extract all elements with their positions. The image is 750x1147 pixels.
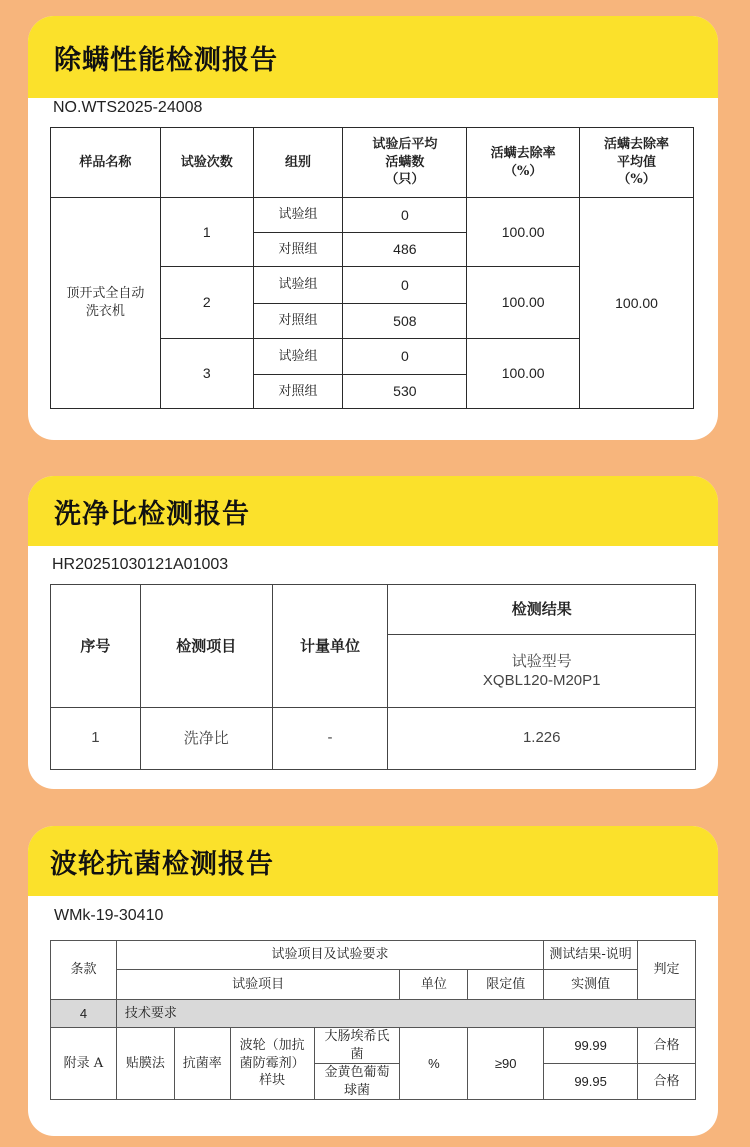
antibac-report-header [28,826,718,896]
header-measured: 实测值 [544,970,638,1000]
header-test-result: 检测结果 [388,585,696,635]
wash-report-card [28,476,718,789]
header-clause: 条款 [51,941,117,1000]
trial-number: 2 [160,267,253,339]
trial-number: 1 [160,198,253,267]
header-test-item: 检测项目 [140,585,272,708]
bacteria-ecoli: 大肠埃希氏 菌 [314,1028,400,1064]
antibac-subheader-row [51,970,696,1000]
removal-rate: 100.00 [467,267,580,339]
rate-cell: 抗菌率 [174,1028,230,1100]
mite-header-row [51,128,694,198]
mite-count: 0 [343,267,467,304]
wash-header-row [51,585,696,635]
antibac-report-number: WMk-19-30410 [54,907,164,924]
removal-rate: 100.00 [467,198,580,267]
trial-number: 3 [160,339,253,409]
method-cell: 贴膜法 [116,1028,174,1100]
header-seq: 序号 [51,585,141,708]
header-limit: 限定值 [468,970,544,1000]
antibac-header-row [51,941,696,970]
header-result-desc: 测试结果-说明 [544,941,638,970]
unit-cell: % [400,1028,468,1100]
wash-report-number: HR20251030121A01003 [52,556,229,573]
mite-count: 0 [343,198,467,233]
header-avg-removal-rate: 活螨去除率 平均值 （%） [580,128,694,198]
header-unit: 单位 [400,970,468,1000]
antibac-report-card [28,826,718,1136]
header-test-item: 试验项目 [116,970,400,1000]
mite-report-number: NO.WTS2025-24008 [53,99,203,116]
sample-part-cell: 波轮（加抗 菌防霉剂） 样块 [230,1028,314,1100]
mite-report-card [28,16,718,440]
header-avg-mites: 试验后平均 活螨数 （只） [343,128,467,198]
measured-value: 99.99 [544,1028,638,1064]
mite-report-header [28,16,718,98]
table-row [51,708,696,770]
row-value: 1.226 [388,708,696,770]
header-removal-rate: 活螨去除率 （%） [467,128,580,198]
wash-report-title: 洗净比检测报告 [54,498,250,530]
header-sample-name: 样品名称 [51,128,161,198]
test-model-label: 试验型号 [511,651,572,670]
avg-removal-rate: 100.00 [580,198,694,409]
table-row [51,198,694,233]
mite-count: 486 [343,233,467,267]
measured-value: 99.95 [544,1064,638,1100]
test-model-value: XQBL120-M20P1 [482,672,601,689]
bacteria-staph: 金黄色葡萄 球菌 [314,1064,400,1100]
group-label: 对照组 [253,375,343,409]
section-number: 4 [51,1000,117,1028]
antibac-results-table [50,940,696,1100]
section-title: 技术要求 [116,1000,695,1028]
row-item: 洗净比 [140,708,272,770]
header-group: 组别 [253,128,343,198]
wash-report-header [28,476,718,546]
header-test-requirements: 试验项目及试验要求 [116,941,543,970]
removal-rate: 100.00 [467,339,580,409]
section-band-row [51,1000,696,1028]
group-label: 试验组 [253,198,343,233]
header-trial-count: 试验次数 [160,128,253,198]
mite-results-table [50,127,694,409]
sample-name-cell: 顶开式全自动 洗衣机 [51,198,161,409]
wash-results-table [50,584,696,770]
mite-count: 530 [343,375,467,409]
group-label: 对照组 [253,233,343,267]
mite-report-title: 除螨性能检测报告 [54,44,278,76]
mite-count: 0 [343,339,467,375]
judgement-value: 合格 [638,1064,696,1100]
header-unit: 计量单位 [272,585,388,708]
test-model-cell [388,635,696,708]
header-judgement: 判定 [638,941,696,1000]
antibac-report-title: 波轮抗菌检测报告 [50,848,274,880]
appendix-cell: 附录 A [51,1028,117,1100]
judgement-value: 合格 [638,1028,696,1064]
group-label: 试验组 [253,267,343,304]
mite-count: 508 [343,304,467,339]
row-seq: 1 [51,708,141,770]
group-label: 试验组 [253,339,343,375]
group-label: 对照组 [253,304,343,339]
limit-cell: ≥90 [468,1028,544,1100]
table-row [51,1028,696,1064]
row-unit: - [272,708,388,770]
